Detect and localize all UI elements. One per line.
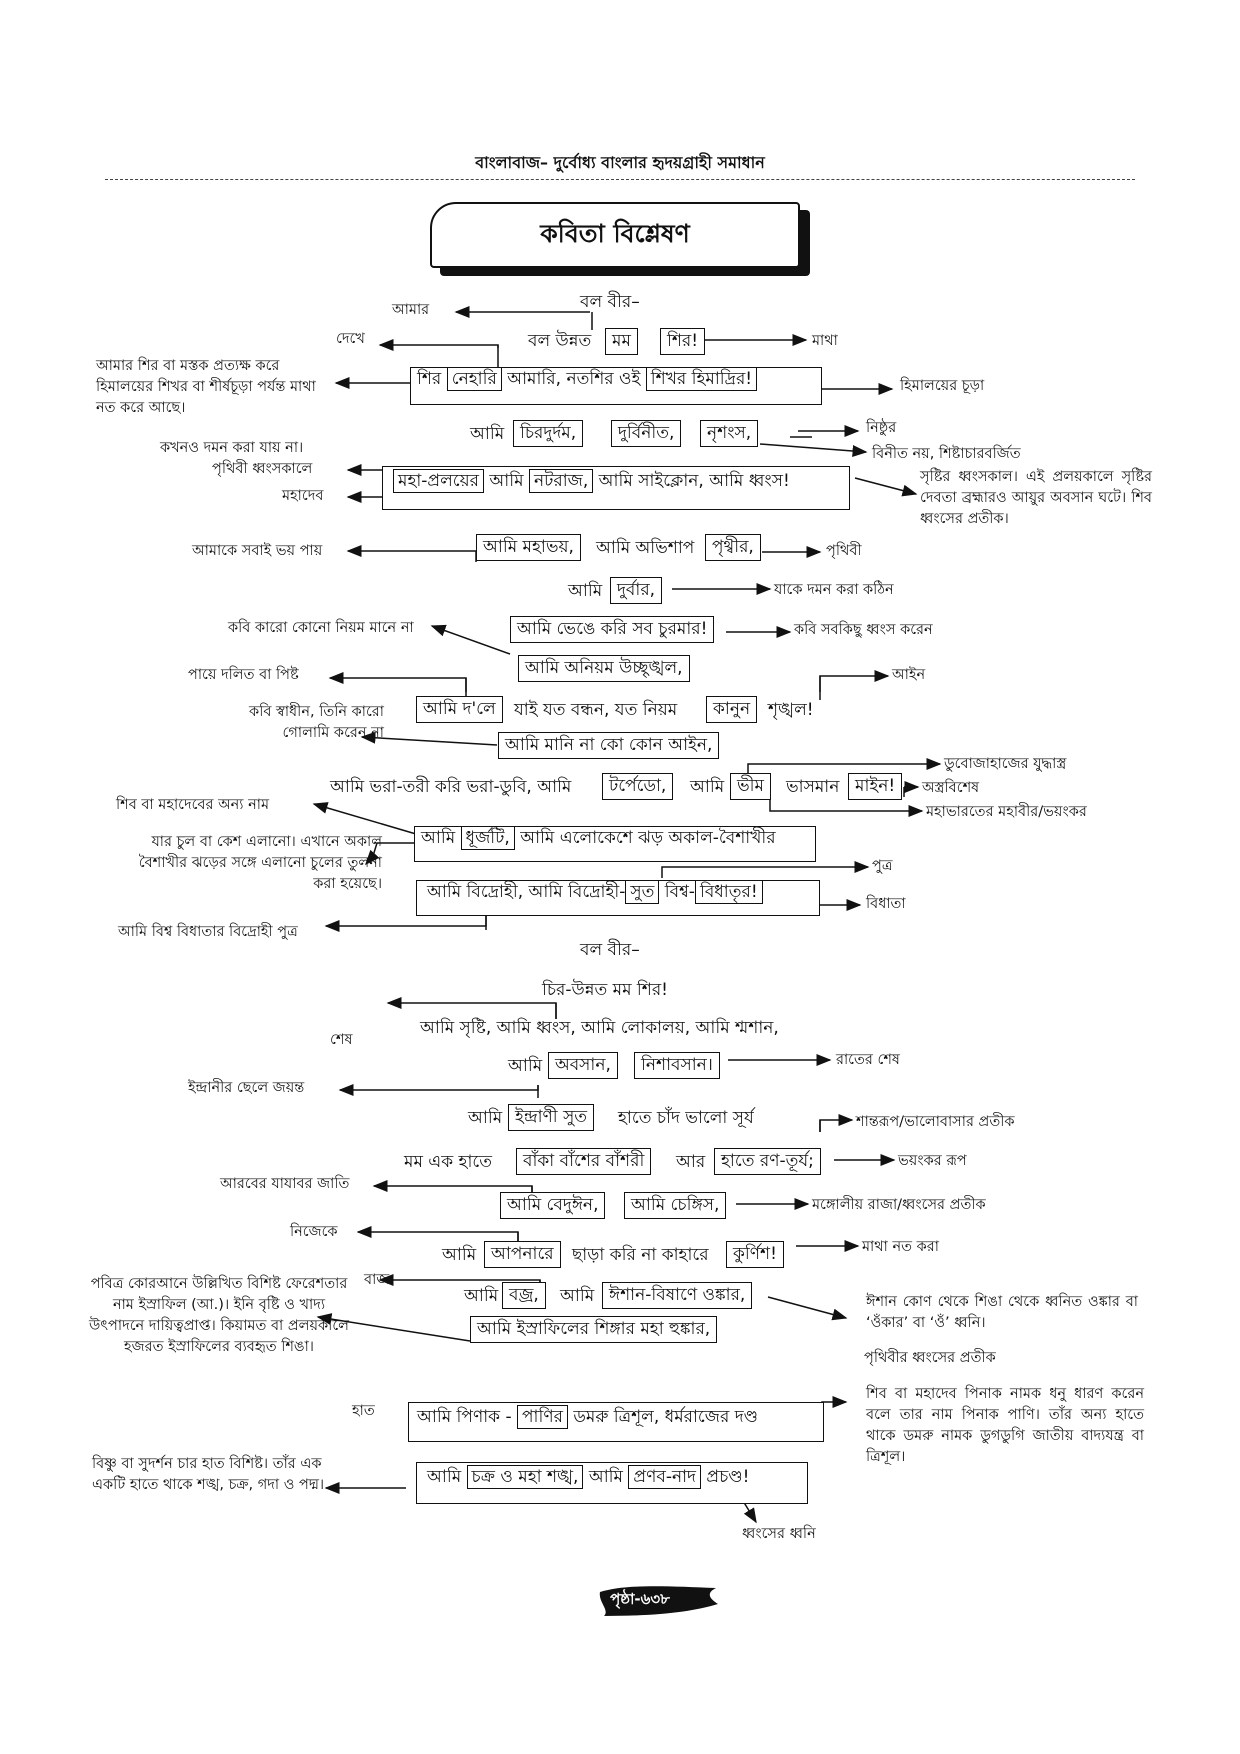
line-avishap: আমি অভিশাপ — [596, 538, 695, 558]
line-shir-word: শির — [417, 369, 442, 389]
line-bondhon: যাই যত বন্ধন, যত নিয়ম — [514, 700, 678, 720]
line-ami-4: আমি — [690, 777, 725, 797]
line-dhurjoti — [414, 826, 816, 862]
line-bishwa: বিশ্ব- — [664, 882, 695, 902]
word-bhim: ভীম — [730, 773, 771, 800]
word-bidhatri: বিধাতৃর! — [695, 880, 763, 904]
note-dekhe: দেখে — [336, 331, 365, 347]
word-mine: মাইন! — [848, 773, 902, 800]
note-arab: আরবের যাযাবর জাতি — [220, 1176, 350, 1192]
note-himaloyer-chura: হিমালয়ের চূড়া — [900, 378, 985, 394]
note-prithibi: পৃথিবী — [826, 543, 862, 559]
line-bidrohi — [416, 880, 820, 916]
line-ami-1: আমি — [470, 424, 505, 444]
note-srishtir: সৃষ্টির ধ্বংসকাল। এই প্রলয়কালে সৃষ্টির দেবতা ব্রহ্মারও আয়ুর অবসান ঘটে। শিব ধ্বংসের প্রতীক। — [920, 469, 1152, 528]
note-domon: কখনও দমন করা যায় না। — [160, 440, 304, 456]
line-hate-chand: হাতে চাঁদ ভালো সূর্য — [618, 1108, 754, 1128]
word-sut: সুত — [625, 880, 659, 904]
word-mohabhoy: আমি মহাভয়, — [476, 534, 581, 561]
line-ami-5: আমি — [421, 828, 456, 848]
line-ami-9: আমি — [464, 1286, 499, 1306]
word-prithwir: পৃথ্বীর, — [705, 534, 761, 561]
note-bidhata: বিধাতা — [866, 896, 906, 912]
line-bhenge: আমি ভেঙে করি সব চুরমার! — [510, 616, 714, 643]
word-nishaboshan: নিশাবসান। — [634, 1052, 720, 1079]
word-mohapraloyer: মহা-প্রলয়ের — [393, 469, 484, 493]
line-ar: আর — [676, 1152, 706, 1172]
word-nehari: নেহারি — [447, 367, 502, 391]
note-bishnu: বিষ্ণু বা সুদর্শন চার হাত বিশিষ্ট। তাঁর এক একটি হাতে থাকে শঙ্খ, চক্র, গদা ও পদ্ম। — [92, 1456, 325, 1494]
note-shesh: শেষ — [330, 1032, 353, 1048]
word-ami-dole: আমি দ'লে — [416, 696, 503, 723]
word-bedouin: আমি বেদুঈন, — [500, 1192, 605, 1219]
note-swadhin: কবি স্বাধীন, তিনি কারো গোলামি করেন না — [249, 704, 384, 742]
note-mohabir: মহাভারতের মহাবীর/ভয়ংকর — [926, 804, 1087, 820]
line-mohapraloy — [382, 466, 850, 510]
note-hat: হাত — [352, 1403, 375, 1419]
line-ami-10: আমি — [560, 1286, 595, 1306]
word-natoraj: নটরাজ, — [529, 469, 593, 493]
line-ami-12: আমি — [588, 1467, 623, 1487]
note-mohadeb: মহাদেব — [282, 488, 324, 504]
line-prochondo: প্রচণ্ড! — [706, 1467, 750, 1487]
note-shib-nam: শিব বা মহাদেবের অন্য নাম — [116, 797, 270, 813]
word-ishan: ঈশান-বিষাণে ওঙ্কার, — [602, 1282, 752, 1309]
line-bhora-tori: আমি ভরা-তরী করি ভরা-ডুবি, আমি — [330, 777, 572, 797]
line-mani-na: আমি মানি না কো কোন আইন, — [498, 732, 719, 759]
note-shir: আমার শির বা মস্তক প্রত্যক্ষ করে হিমালয়ের শিখর বা শীর্ষচূড়া পর্যন্ত মাথা নত করে আছে। — [96, 358, 316, 417]
line-ami-3: আমি — [568, 581, 603, 601]
note-amar: আমার — [392, 302, 430, 318]
line-bol-bir: বল বীর– — [580, 292, 640, 312]
note-prithibi-dhongsho: পৃথিবী ধ্বংসকালে — [212, 461, 313, 477]
word-pronob: প্রণব-নাদ — [628, 1465, 701, 1489]
word-durbar: দুর্বার, — [610, 577, 662, 604]
word-bojro: বজ্র, — [502, 1282, 546, 1309]
word-kanun: কানুন — [706, 696, 757, 723]
line-israfil: আমি ইস্রাফিলের শিঙ্গার মহা হুঙ্কার, — [470, 1316, 717, 1343]
line-ami-2: আমি — [489, 471, 524, 491]
note-ain: আইন — [892, 667, 926, 683]
line-amari: আমারি, নতশির ওই — [507, 369, 641, 389]
line-oniyom: আমি অনিয়ম উচ্ছৃঙ্খল, — [518, 655, 690, 682]
section-title: কবিতা বিশ্লেষণ — [430, 202, 800, 268]
note-rater: রাতের শেষ — [836, 1052, 900, 1068]
page-number: পৃষ্ঠা-৬৩৮ — [610, 1590, 670, 1608]
word-torpedo: টর্পেডো, — [602, 773, 673, 800]
word-durbinito: দুর্বিনীত, — [611, 420, 681, 447]
line-shir-nehari — [410, 367, 822, 405]
note-dolito: পায়ে দলিত বা পিষ্ট — [188, 667, 299, 683]
note-sobkichu: কবি সবকিছু ধ্বংস করেন — [794, 622, 933, 638]
note-shanto: শান্তরূপ/ভালোবাসার প্রতীক — [856, 1114, 1015, 1130]
line-pinak — [408, 1402, 824, 1442]
note-chul: যার চুল বা কেশ এলানো। এখানে অকাল বৈশাখীর ঝড়ের সঙ্গে এলানো চুলের তুলনা করা হয়েছে। — [138, 834, 382, 893]
note-pinak: শিব বা মহাদেব পিনাক নামক ধনু ধারণ করেন বলে তার নাম পিনাক পাণি। তাঁর অন্য হাতে থাকে ডমরু নামক ডুগডুগি জাতীয় বাদ্যযন্ত্র বা ত্রিশূল। — [866, 1386, 1144, 1466]
note-nishthur: নিষ্ঠুর — [866, 420, 897, 436]
line-domoru: ডমরু ত্রিশূল, — [573, 1407, 660, 1427]
line-cyclone: আমি সাইক্লোন, আমি ধ্বংস! — [598, 471, 790, 491]
word-nrishongsho: নৃশংস, — [700, 420, 758, 447]
note-dhongser-dhoni: ধ্বংসের ধ্বনি — [742, 1526, 816, 1542]
note-bhoyonkor: ভয়ংকর রূপ — [898, 1153, 967, 1169]
note-mongol: মঙ্গোলীয় রাজা/ধ্বংসের প্রতীক — [812, 1197, 986, 1213]
note-matha-noto: মাথা নত করা — [862, 1239, 939, 1255]
note-nijeke: নিজেকে — [290, 1224, 338, 1240]
line-ami-8: আমি — [442, 1245, 477, 1265]
note-israfil: পবিত্র কোরআনে উল্লিখিত বিশিষ্ট ফেরেশতার নাম ইস্রাফিল (আ.)। ইনি বৃষ্টি ও খাদ্য উৎপাদনে দায়িত্বপ্রাপ্ত। কিয়ামত বা প্রলয়কালে হজরত ইস্রাফিলের ব্যবহৃত শিঙা। — [89, 1276, 349, 1356]
word-shikhor: শিখর হিমাদ্রির! — [646, 367, 757, 391]
line-ami-7: আমি — [468, 1108, 503, 1128]
line-chhara: ছাড়া করি না কাহারে — [572, 1245, 709, 1265]
note-baj: বাজ — [364, 1272, 390, 1288]
word-indrani: ইন্দ্রাণী সুত — [508, 1104, 594, 1131]
header-title: বাংলাবাজ– দুর্বোধ্য বাংলার হৃদয়গ্রাহী সমাধান — [475, 153, 765, 172]
line-dhormorajer: ধর্মরাজের দণ্ড — [664, 1407, 759, 1427]
note-putro: পুত্র — [872, 858, 893, 874]
word-dhurjoti: ধূর্জটি, — [461, 826, 515, 850]
line-bol-bir-2: বল বীর– — [580, 940, 640, 960]
note-bishwa-putro: আমি বিশ্ব বিধাতার বিদ্রোহী পুত্র — [118, 924, 298, 940]
note-binito: বিনীত নয়, শিষ্টাচারবর্জিত — [872, 446, 1021, 462]
line-chokro — [416, 1462, 808, 1504]
line-bhasoman: ভাসমান — [786, 777, 840, 797]
line-mom-ek-hate: মম এক হাতে — [404, 1152, 492, 1172]
word-apnare: আপনারে — [484, 1241, 561, 1268]
word-shir: শির! — [660, 328, 705, 355]
line-shrinkhol: শৃঙ্খল! — [768, 700, 814, 720]
note-niyom: কবি কারো কোনো নিয়ম মানে না — [228, 620, 414, 636]
note-kothin: যাকে দমন করা কঠিন — [774, 582, 894, 598]
word-chirodurdom: চিরদুর্দম, — [513, 420, 583, 447]
word-chokro: চক্র ও মহা শঙ্খ, — [467, 1465, 584, 1489]
note-ostro: অস্ত্রবিশেষ — [922, 780, 980, 796]
note-bhoy: আমাকে সবাই ভয় পায় — [192, 543, 323, 559]
word-obosan: অবসান, — [548, 1052, 618, 1079]
line-bidrohi-text: আমি বিদ্রোহী, আমি বিদ্রোহী- — [427, 882, 626, 902]
note-ishan-2: পৃথিবীর ধ্বংসের প্রতীক — [864, 1350, 996, 1366]
line-elokeshe: আমি এলোকেশে ঝড় অকাল-বৈশাখীর — [520, 828, 776, 848]
word-panir: পাণির — [517, 1405, 568, 1429]
note-matha: মাথা — [812, 333, 838, 349]
word-chengis: আমি চেঙ্গিস, — [624, 1192, 726, 1219]
word-rontur: হাতে রণ-তূর্য; — [714, 1148, 821, 1175]
line-chiro-unnoto: চির-উন্নত মম শির! — [542, 980, 669, 1000]
note-joyonto: ইন্দ্রানীর ছেলে জয়ন্ত — [188, 1080, 305, 1096]
line-bol-unnoto: বল উন্নত — [528, 331, 592, 351]
line-ami-11: আমি — [427, 1467, 462, 1487]
word-kurnish: কুর্ণিশ! — [726, 1241, 784, 1268]
note-dubo: ডুবোজাহাজের যুদ্ধাস্ত্র — [944, 756, 1067, 772]
line-pinak-text: আমি পিণাক - — [417, 1407, 512, 1427]
note-ishan: ঈশান কোণ থেকে শিঙা থেকে ধ্বনিত ওঙ্কার বা ‘ওঁকার’ বা ‘ওঁ’ ধ্বনি। — [866, 1294, 1138, 1332]
word-mamo: মম — [605, 328, 638, 355]
word-banka: বাঁকা বাঁশের বাঁশরী — [516, 1148, 651, 1175]
line-ami-6: আমি — [508, 1056, 543, 1076]
line-srishti: আমি সৃষ্টি, আমি ধ্বংস, আমি লোকালয়, আমি শ্মশান, — [420, 1018, 779, 1038]
